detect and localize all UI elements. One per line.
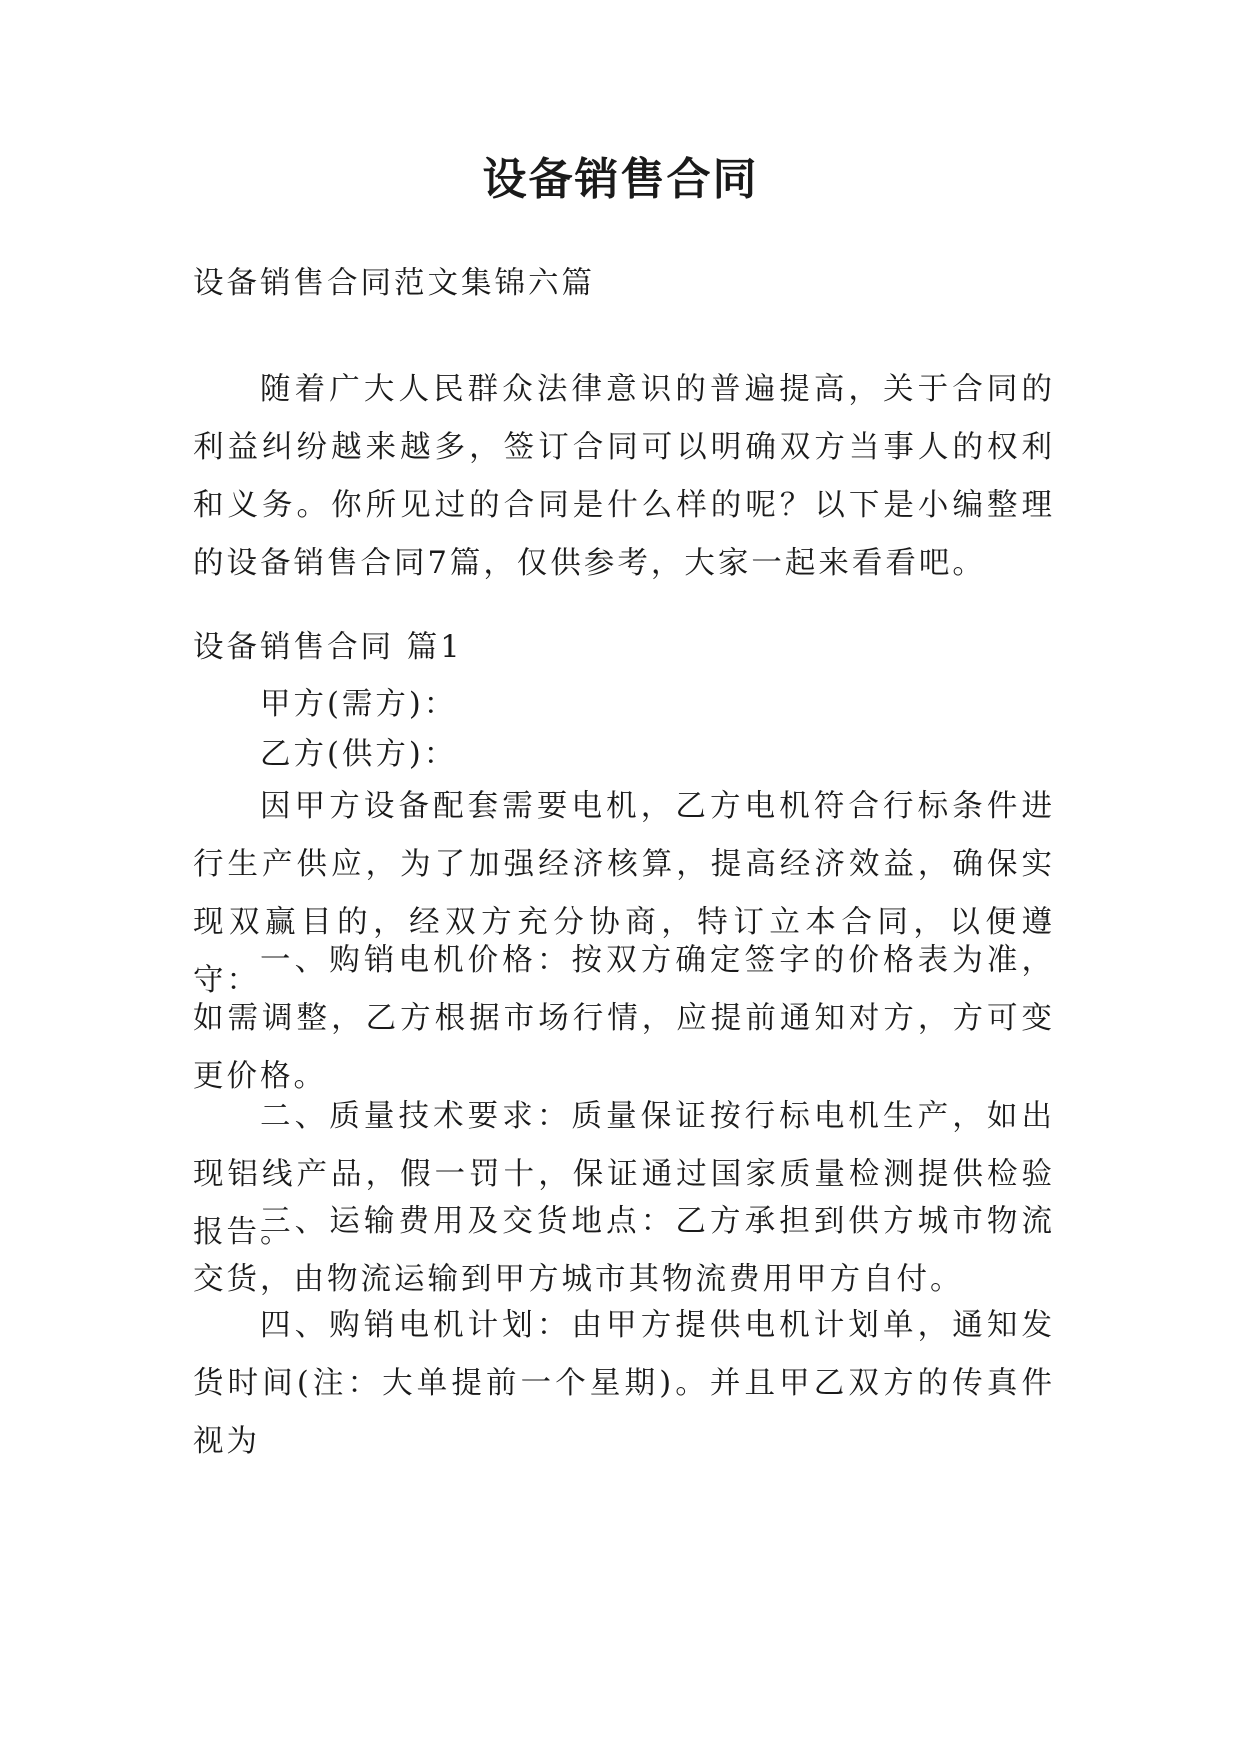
section-heading: 设备销售合同 篇1 (193, 630, 463, 665)
contract-paragraph: 一、购销电机价格：按双方确定签字的价格表为准，如需调整，乙方根据市场行情，应提前通知对方，方可变更价格。 (193, 943, 1055, 1094)
document-title: 设备销售合同 (482, 154, 759, 205)
intro-paragraph: 随着广大人民群众法律意识的普遍提高，关于合同的利益纠纷越来越多，签订合同可以明确双方当事人的权利和义务。你所见过的合同是什么样的呢？以下是小编整理的设备销售合同7篇，仅供参考，大家一起来看看吧。 (193, 372, 1055, 581)
contract-paragraph: 三、运输费用及交货地点：乙方承担到供方城市物流交货，由物流运输到甲方城市其物流费用甲方自付。 (193, 1204, 1055, 1297)
contract-paragraph: 四、购销电机计划：由甲方提供电机计划单，通知发货时间(注：大单提前一个星期)。并且甲乙双方的传真件视为 (193, 1308, 1055, 1459)
document-subtitle: 设备销售合同范文集锦六篇 (193, 266, 595, 301)
party-b-line: 乙方(供方)： (260, 737, 458, 772)
party-a-line: 甲方(需方)： (260, 687, 458, 722)
contract-paragraph: 二、质量技术要求：质量保证按行标电机生产，如出现铝线产品，假一罚十，保证通过国家质量检测提供检验报告。 (193, 1099, 1055, 1250)
contract-paragraph: 因甲方设备配套需要电机，乙方电机符合行标条件进行生产供应，为了加强经济核算，提高经济效益，确保实现双赢目的，经双方充分协商，特订立本合同，以便遵守： (193, 789, 1055, 998)
